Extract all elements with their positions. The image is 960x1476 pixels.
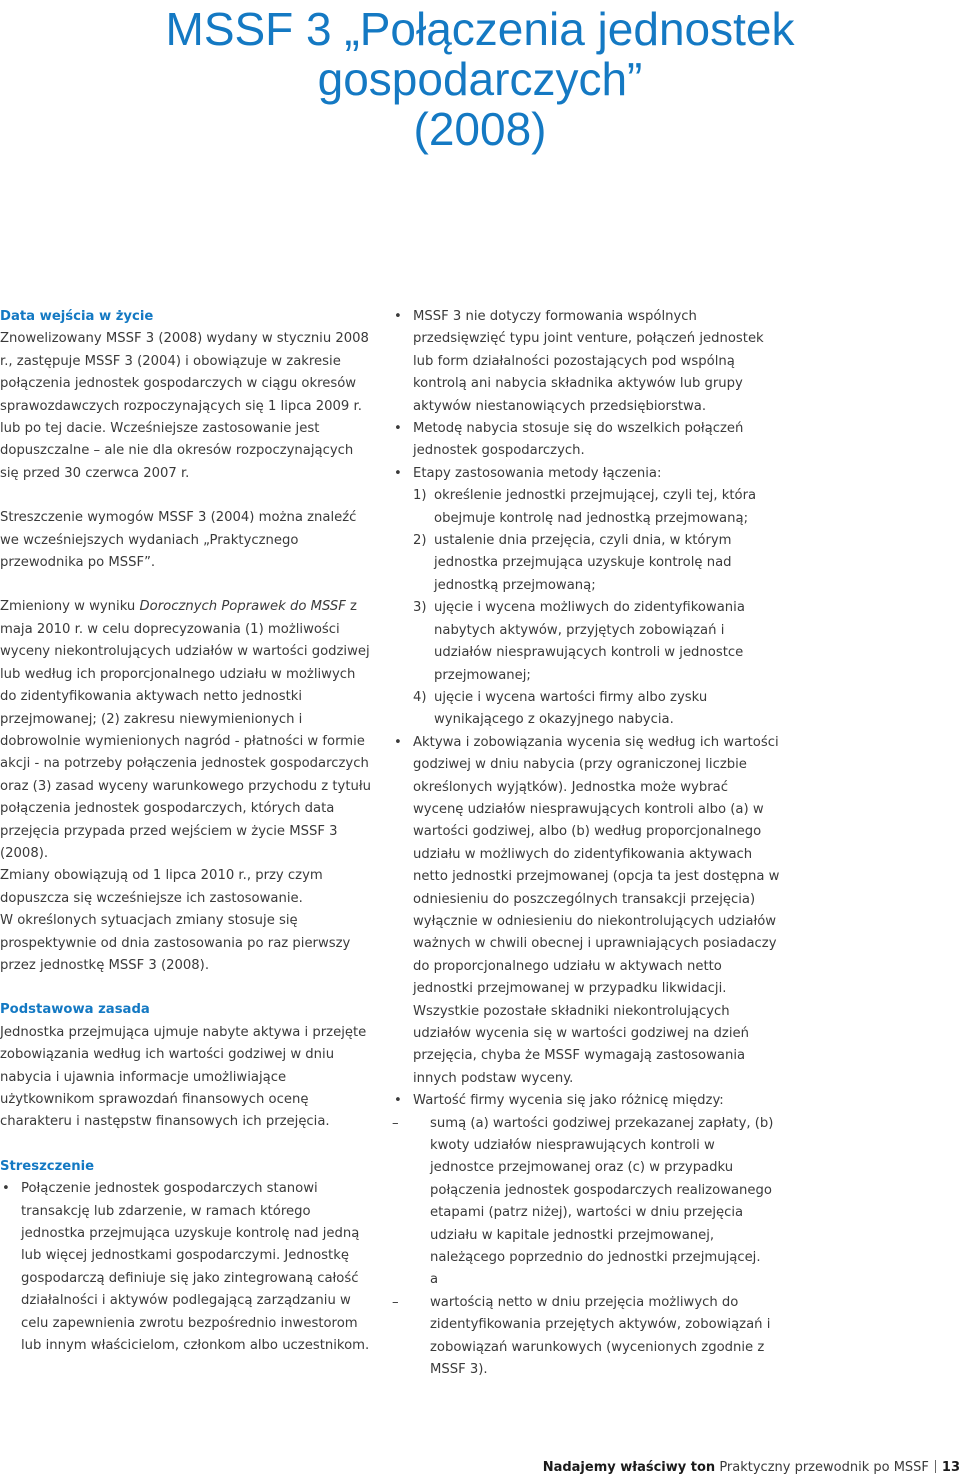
left-column [0,306,372,1357]
summary-bullet-1: • Połączenie jednostek gospodarczych stanowi transakcję lub zdarzenie, w ramach którego jednostka przejmująca uzyskuje kontrolę nad jedną lub więcej jednostkami gospodarczymi. Jednostkę gospodarczą definiuje się jako zintegrowaną całość działalności i aktywów podlegającą zarządzaniu w celu zapewnienia zwrotu bezpośrednio inwestorom lub innym właścicielom, członkom albo uczestnikom. [0,1178,372,1357]
entry-paragraph-1: Znowelizowany MSSF 3 (2008) wydany w styczniu 2008 r., zastępuje MSSF 3 (2004) i obowiązuje w zakresie połączenia jednostek gospodarczych w ciągu okresów sprawozdawczych rozpoczynających się 1 lipca 2009 r. lub po tej dacie. Wcześniejsze zastosowanie jest dopuszczalne – ale nie dla okresów rozpoczynających się przed 30 czerwca 2007 r. [0,331,369,481]
bullet-scope: • MSSF 3 nie dotyczy formowania wspólnych przedsięwzięć typu joint venture, połączeń jednostek lub form działalności pozostających pod wspólną kontrolą ani nabycia składnika aktywów lub grupy aktywów niestanowiących przedsiębiorstwa. [392,306,782,418]
bullet-method: • Metodę nabycia stosuje się do wszelkich połączeń jednostek gospodarczych. [392,418,782,463]
steps-list [413,485,782,731]
bullet-steps [392,463,782,732]
summary-heading: Streszczenie [0,1158,95,1174]
list-item: – sumą (a) wartości godziwej przekazanej zapłaty, (b) kwoty udziałów niesprawujących kontroli w jednostce przejmowanej oraz (c) w przypadku połączenia jednostek gospodarczych realizowanego etapami (patrz niżej), wartości w dniu przejęcia udziału w kapitale jednostki przejmowanej, należącego poprzednio do jednostki przejmującej. a [392,1115,774,1288]
bullet-measurement: • Aktywa i zobowiązania wycenia się według ich wartości godziwej w dniu nabycia (przy ograniczonej liczbie określonych wyjątków). Jednostka może wybrać wycenę udziałów niesprawujących kontroli albo (a) w wartości godziwej, albo (b) według proporcjonalnego udziału w możliwych do zidentyfikowania aktywach netto jednostki przejmowanej (opcja ta jest dostępna w odniesieniu do poszczególnych transakcji przejęcia) wyłącznie w odniesieniu do niekontrolujących udziałów ważnych w chwili obecnej i uprawniających posiadaczy do proporcjonalnego udziału w aktywach netto jednostki przejmowanej w przypadku likwidacji. Wszystkie pozostałe składniki niekontrolujących udziałów wycenia się w wartości godziwej na dzień przejęcia, chyba że MSSF wymagają zastosowania innych podstaw wyceny. [392,732,782,1091]
principle-paragraph: Jednostka przejmująca ujmuje nabyte aktywa i przejęte zobowiązania według ich wartości godziwej w dniu nabycia i ujawnia informacje umożliwiające użytkownikom sprawozdań finansowych ocenę charakteru i następstw finansowych ich przejęcia. [0,1024,367,1130]
page-title [0,4,960,154]
title-line-1: MSSF 3 „Połączenia jednostek gospodarczych” [165,3,795,105]
right-column [392,306,782,1382]
list-item: – wartością netto w dniu przejęcia możliwych do zidentyfikowania przejętych aktywów, zobowiązań i zobowiązań warunkowych (wycenionych zgodnie z MSSF 3). [392,1294,771,1378]
list-item: 3) ujęcie i wycena możliwych do zidentyfikowania nabytych aktywów, przyjętych zobowiązań i udziałów niesprawujących kontroli w jednostce przejmowanej; [413,600,745,683]
list-item: 4) ujęcie i wycena wartości firmy albo zysku wynikającego z okazyjnego nabycia. [413,689,708,728]
footer-separator [935,1460,936,1473]
entry-paragraph-4: Zmiany obowiązują od 1 lipca 2010 r., przy czym dopuszcza się wcześniejsze ich zastosowanie. [0,868,323,906]
title-line-2: (2008) [413,103,547,155]
page-number: 13 [941,1460,960,1475]
list-item: 1) określenie jednostki przejmującej, czyli tej, która obejmuje kontrolę nad jednostką przejmowaną; [413,488,757,526]
entry-paragraph-2: Streszczenie wymogów MSSF 3 (2004) można znaleźć we wcześniejszych wydaniach „Praktycznego przewodnika po MSSF”. [0,510,357,571]
conjunction: a [430,1272,439,1288]
principle-heading: Podstawowa zasada [0,1002,150,1018]
goodwill-dashes [392,1113,782,1382]
entry-paragraph-5: W określonych sytuacjach zmiany stosuje się prospektywnie od dnia zastosowania po raz pierwszy przez jednostkę MSSF 3 (2008). [0,913,351,973]
goodwill-intro: Wartość firmy wycenia się jako różnicę między: [413,1093,724,1109]
footer-publication: Praktyczny przewodnik po MSSF [719,1460,929,1475]
list-item: 2) ustalenie dnia przejęcia, czyli dnia, w którym jednostka przejmująca uzyskuje kontrolę nad jednostką przejmowaną; [413,533,732,593]
steps-intro: Etapy zastosowania metody łączenia: [413,465,662,481]
annual-improvements-title: Dorocznych Poprawek do MSSF [139,599,346,615]
footer-slogan: Nadajemy właściwy ton [542,1460,716,1475]
page-footer [543,1459,960,1476]
summary-bullets [0,1178,372,1357]
entry-paragraph-3: Zmieniony w wyniku Dorocznych Poprawek do MSSF z maja 2010 r. w celu doprecyzowania (1) możliwości wyceny niekontrolujących udziałów w wartości godziwej lub według ich proporcjonalnego udziału w możliwych do zidentyfikowania aktywach netto jednostki przejmowanej; (2) zakresu niewymienionych i dobrowolnie wymienionych nagród - płatności w formie akcji - na potrzeby połączenia jednostek gospodarczych oraz (3) zasad wyceny warunkowego przychodu z tytułu połączenia jednostek gospodarczych, których data przejęcia przypada przed wejściem w życie MSSF 3 (2008). [0,599,371,861]
bullet-goodwill [392,1090,782,1381]
right-bullets [392,306,782,1382]
entry-heading: Data wejścia w życie [0,309,154,324]
